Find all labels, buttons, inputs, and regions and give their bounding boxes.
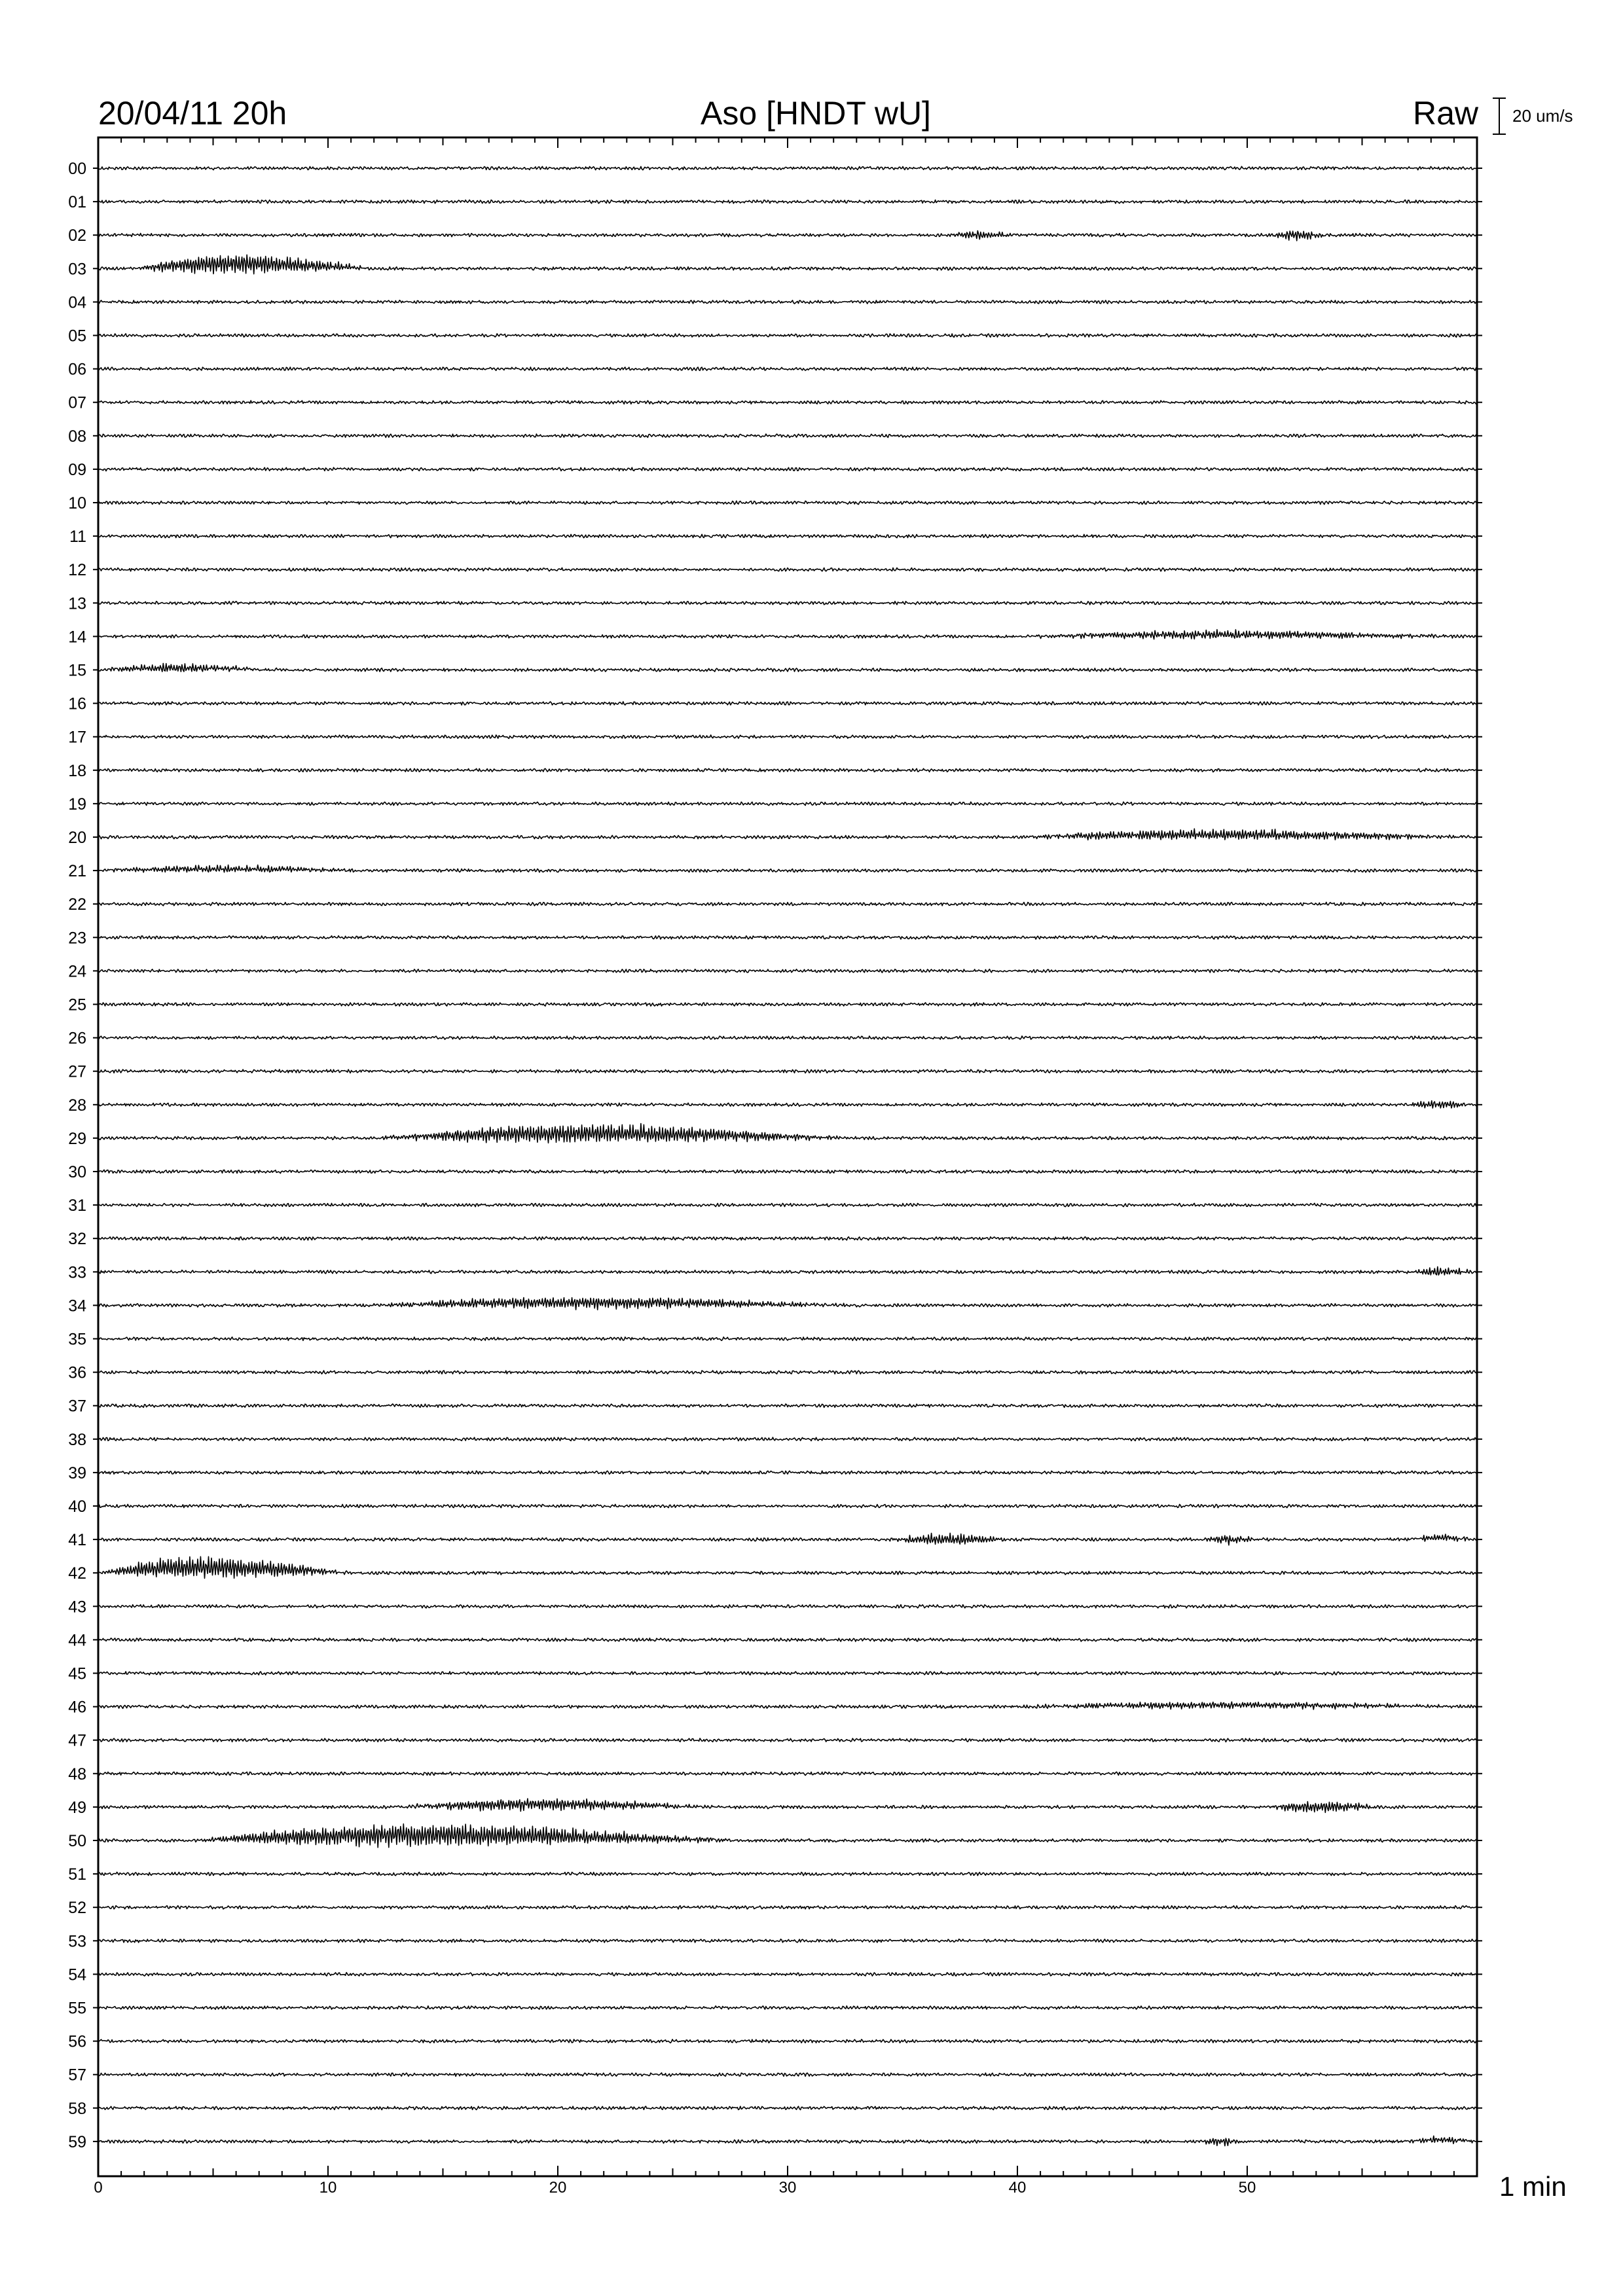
row-label: 09: [68, 460, 86, 479]
row-label: 55: [68, 1999, 86, 2018]
row-label: 37: [68, 1397, 86, 1416]
row-label: 19: [68, 795, 86, 814]
row-label: 22: [68, 895, 86, 914]
seismic-trace-line: [98, 630, 1477, 639]
seismic-trace-line: [98, 2039, 1477, 2043]
row-label: 43: [68, 1598, 86, 1617]
row-label: 56: [68, 2032, 86, 2051]
seismic-trace-line: [98, 936, 1477, 939]
x-tick-label: 50: [1238, 2179, 1256, 2197]
seismic-trace-line: [98, 1237, 1477, 1240]
seismic-trace-line: [98, 2136, 1477, 2145]
row-label: 20: [68, 829, 86, 847]
row-label: 31: [68, 1196, 86, 1215]
row-label: 54: [68, 1965, 86, 1984]
row-label: 26: [68, 1029, 86, 1048]
row-label: 06: [68, 360, 86, 379]
row-label: 28: [68, 1096, 86, 1115]
row-label: 15: [68, 661, 86, 680]
row-label: 49: [68, 1798, 86, 1817]
seismic-trace-line: [98, 1069, 1477, 1073]
seismic-trace-line: [98, 865, 1477, 872]
row-label: 08: [68, 427, 86, 446]
seismic-trace-line: [98, 1170, 1477, 1173]
seismic-trace-line: [98, 1036, 1477, 1039]
mode-label: Raw: [1412, 95, 1478, 132]
x-axis-label: 1 min: [1499, 2171, 1567, 2202]
seismic-trace-line: [98, 1906, 1477, 1909]
seismic-trace-line: [98, 1203, 1477, 1206]
seismic-trace-line: [98, 367, 1477, 370]
trace-rows: [68, 160, 1482, 2151]
station-title: Aso [HNDT wU]: [701, 95, 931, 132]
row-label: 38: [68, 1430, 86, 1449]
x-tick-label: 20: [549, 2179, 567, 2197]
seismic-trace-line: [98, 1471, 1477, 1474]
row-label: 14: [68, 628, 86, 647]
seismic-trace-line: [98, 1437, 1477, 1441]
seismic-trace-line: [98, 334, 1477, 337]
row-label: 53: [68, 1932, 86, 1951]
seismic-trace-line: [98, 1672, 1477, 1675]
seismic-trace-line: [98, 1799, 1477, 1812]
seismic-trace-line: [98, 735, 1477, 738]
row-label: 23: [68, 929, 86, 948]
seismic-trace-line: [98, 802, 1477, 805]
seismic-trace-line: [98, 1772, 1477, 1775]
seismic-trace-line: [98, 166, 1477, 170]
seismic-trace-line: [98, 601, 1477, 605]
seismic-trace-line: [98, 1371, 1477, 1374]
row-label: 33: [68, 1263, 86, 1282]
seismic-trace-line: [98, 1124, 1477, 1143]
row-label: 57: [68, 2066, 86, 2085]
seismic-trace-line: [98, 2106, 1477, 2109]
row-label: 42: [68, 1564, 86, 1583]
plot-frame: [98, 137, 1477, 2176]
seismic-trace-line: [98, 664, 1477, 672]
seismic-trace-line: [98, 255, 1477, 274]
seismic-trace-line: [98, 200, 1477, 203]
amplitude-scale-label: 20 um/s: [1512, 106, 1573, 126]
row-label: 45: [68, 1664, 86, 1683]
seismic-trace-line: [98, 1404, 1477, 1407]
row-label: 40: [68, 1498, 86, 1516]
row-label: 51: [68, 1865, 86, 1884]
seismic-trace-line: [98, 1556, 1477, 1578]
x-tick-label: 10: [319, 2179, 337, 2197]
seismic-trace-line: [98, 1973, 1477, 1976]
row-label: 01: [68, 193, 86, 212]
row-label: 59: [68, 2132, 86, 2151]
row-label: 04: [68, 293, 86, 312]
row-label: 36: [68, 1363, 86, 1382]
row-label: 05: [68, 327, 86, 346]
seismic-trace-line: [98, 401, 1477, 404]
seismic-trace-line: [98, 467, 1477, 471]
row-label: 11: [69, 528, 86, 547]
seismic-trace-line: [98, 903, 1477, 906]
x-tick-labels: [94, 2179, 1256, 2197]
row-label: 32: [68, 1230, 86, 1249]
row-label: 24: [68, 962, 86, 981]
row-label: 41: [68, 1531, 86, 1550]
seismic-trace-line: [98, 2006, 1477, 2009]
row-label: 52: [68, 1899, 86, 1918]
row-label: 29: [68, 1129, 86, 1148]
row-label: 27: [68, 1062, 86, 1081]
seismic-trace-line: [98, 969, 1477, 973]
seismic-trace-line: [98, 434, 1477, 437]
seismic-trace-line: [98, 300, 1477, 304]
row-label: 16: [68, 694, 86, 713]
seismic-trace-line: [98, 1605, 1477, 1608]
row-label: 35: [68, 1330, 86, 1349]
row-label: 13: [68, 594, 86, 613]
amplitude-scale-bar: [1493, 98, 1506, 134]
row-label: 39: [68, 1463, 86, 1482]
row-label: 02: [68, 226, 86, 245]
datetime-label: 20/04/11 20h: [98, 95, 287, 132]
row-label: 47: [68, 1731, 86, 1750]
seismic-trace-line: [98, 534, 1477, 537]
row-label: 48: [68, 1765, 86, 1784]
seismic-trace-line: [98, 1266, 1477, 1275]
seismic-trace-line: [98, 1003, 1477, 1006]
seismic-trace-line: [98, 2073, 1477, 2076]
row-label: 30: [68, 1163, 86, 1181]
seismic-trace-line: [98, 1638, 1477, 1641]
row-label: 10: [68, 494, 86, 512]
row-label: 21: [68, 862, 86, 881]
row-label: 34: [68, 1297, 86, 1316]
row-label: 03: [68, 260, 86, 279]
seismic-trace-line: [98, 1101, 1477, 1108]
seismic-trace-line: [98, 568, 1477, 571]
seismic-trace-line: [98, 1738, 1477, 1742]
seismic-trace-line: [98, 231, 1477, 241]
row-label: 44: [68, 1631, 86, 1650]
row-label: 00: [68, 160, 86, 178]
x-tick-label: 0: [94, 2179, 103, 2197]
row-label: 58: [68, 2099, 86, 2118]
seismic-trace-line: [98, 1504, 1477, 1507]
row-label: 18: [68, 761, 86, 780]
row-label: 50: [68, 1832, 86, 1850]
seismic-trace-line: [98, 1298, 1477, 1310]
row-label: 07: [68, 393, 86, 412]
row-label: 12: [68, 561, 86, 580]
seismic-trace-line: [98, 1702, 1477, 1710]
row-label: 17: [68, 728, 86, 747]
seismic-trace-line: [98, 1939, 1477, 1943]
seismic-trace-line: [98, 501, 1477, 504]
seismic-trace-line: [98, 1533, 1477, 1545]
seismic-trace-line: [98, 1872, 1477, 1875]
row-label: 25: [68, 996, 86, 1014]
minute-ticks: [98, 137, 1477, 2176]
x-tick-label: 40: [1008, 2179, 1027, 2197]
seismic-trace-line: [98, 768, 1477, 772]
seismic-trace-line: [98, 1337, 1477, 1340]
seismic-trace-line: [98, 702, 1477, 705]
seismic-trace-line: [98, 1824, 1477, 1848]
row-label: 46: [68, 1698, 86, 1717]
x-tick-label: 30: [778, 2179, 797, 2197]
seismic-trace-line: [98, 829, 1477, 840]
